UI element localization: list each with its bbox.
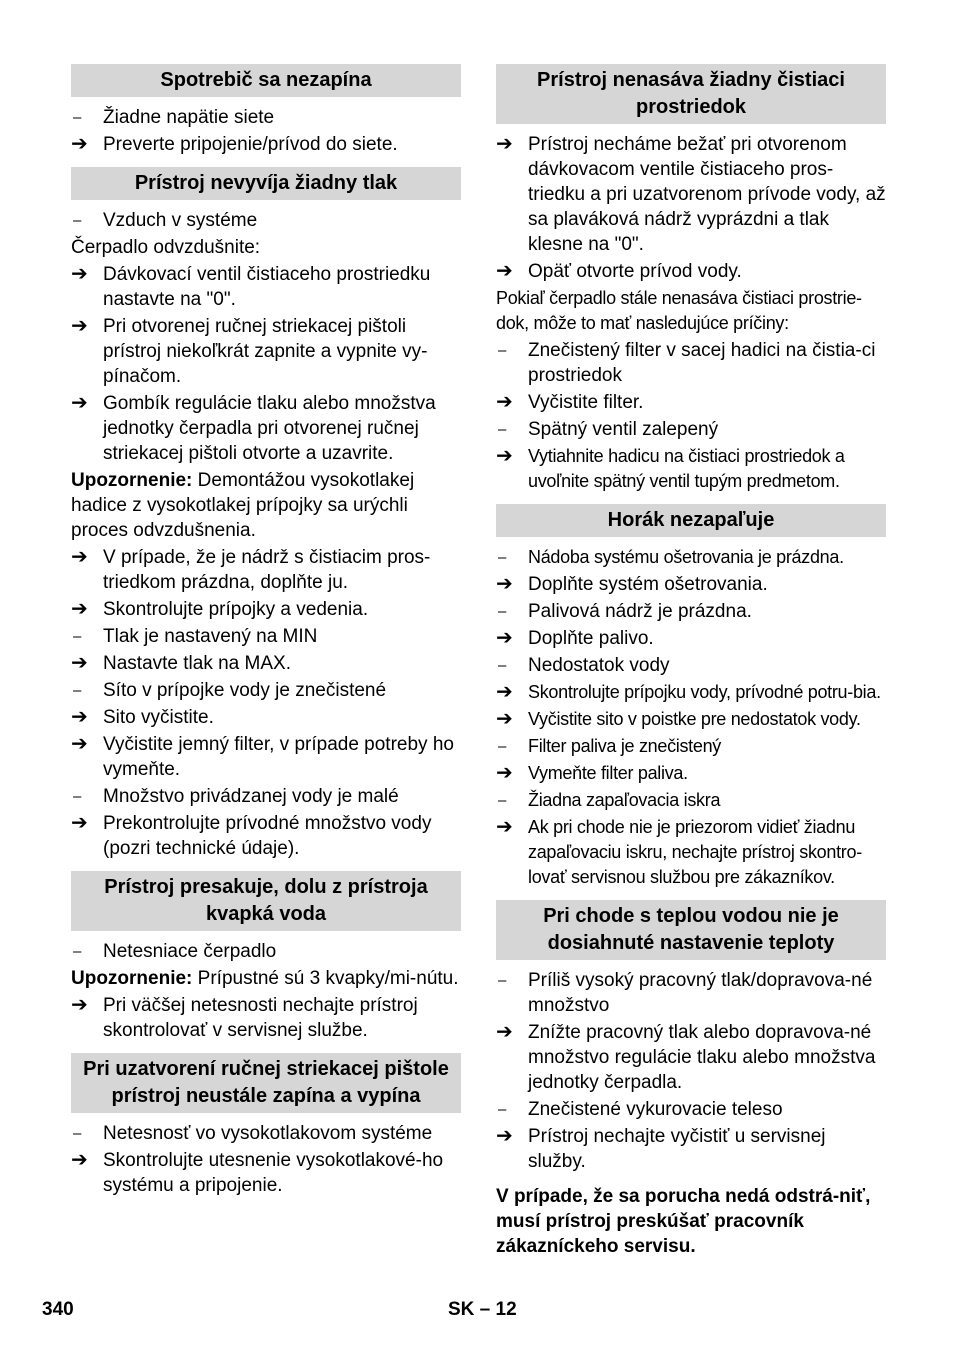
arrow-icon: ➔ <box>496 1125 513 1147</box>
remedy-item: ➔ Znížte pracovný tlak alebo dopravova-né množstvo regulácie tlaku alebo množstva jednotky čerpadla. <box>496 1021 876 1093</box>
dash-marker: – <box>73 109 82 126</box>
right-column <box>496 64 886 1261</box>
arrow-icon: ➔ <box>71 652 88 674</box>
remedy-item: ➔ Vytiahnite hadicu na čistiaci prostriedok a uvoľnite spätný ventil tupým predmetom. <box>496 445 845 491</box>
note-label: Upozornenie: <box>71 968 193 989</box>
cause-item: – Žiadne napätie siete <box>73 107 275 128</box>
arrow-icon: ➔ <box>496 391 513 413</box>
dash-marker: – <box>498 603 507 620</box>
note-paragraph: Upozornenie: Prípustné sú 3 kvapky/mi-nútu. <box>71 968 459 989</box>
cause-item: – Množstvo privádzanej vody je malé <box>73 786 399 807</box>
remedy-item: ➔ Prístroj necháme bežať pri otvorenom dávkovacom ventile čistiaceho pros-triedku a pri uzatvorenom prívode vody, až sa plaváková nádrž vyprázdni a tlak klesne na "0". <box>496 133 886 255</box>
section-heading: Horák nezapaľuje <box>496 504 886 537</box>
dash-marker: – <box>498 549 507 566</box>
remedy-item: ➔ Nastavte tlak na MAX. <box>71 652 291 674</box>
dash-marker: – <box>73 682 82 699</box>
cause-item: – Nedostatok vody <box>498 655 670 676</box>
section-heading: Prístroj nenasáva žiadny čistiaci prostriedok <box>496 64 886 124</box>
arrow-icon: ➔ <box>496 573 513 595</box>
remedy-item: ➔ V prípade, že je nádrž s čistiacim pros-triedkom prázdna, doplňte ju. <box>71 546 431 593</box>
dash-marker: – <box>498 972 507 989</box>
arrow-icon: ➔ <box>71 733 88 755</box>
arrow-icon: ➔ <box>496 1021 513 1043</box>
cause-item: – Tlak je nastavený na MIN <box>73 626 318 647</box>
dash-marker: – <box>498 421 507 438</box>
arrow-icon: ➔ <box>496 762 513 784</box>
arrow-icon: ➔ <box>71 315 88 337</box>
remedy-item: ➔ Skontrolujte prípojku vody, prívodné potru-bia. <box>496 681 881 703</box>
arrow-icon: ➔ <box>71 994 88 1016</box>
cause-item: – Žiadna zapaľovacia iskra <box>496 788 886 813</box>
language-page-label: SK – 12 <box>448 1299 517 1320</box>
arrow-icon: ➔ <box>71 706 88 728</box>
remedy-item: ➔ Sito vyčistite. <box>71 706 214 728</box>
page-number: 340 <box>42 1299 74 1320</box>
section-heading: Pri chode s teplou vodou nie je dosiahnuté nastavenie teploty <box>496 900 886 960</box>
remedy-item: ➔ Dávkovací ventil čistiaceho prostriedku nastavte na "0". <box>71 263 431 310</box>
cause-item: – Nádoba systému ošetrovania je prázdna. <box>496 545 886 570</box>
paragraph: Čerpadlo odvzdušnite: <box>71 237 261 258</box>
arrow-icon: ➔ <box>71 1149 88 1171</box>
cause-item: – Palivová nádrž je prázdna. <box>498 601 752 622</box>
section-heading: Spotrebič sa nezapína <box>71 64 461 97</box>
arrow-icon: ➔ <box>71 392 88 414</box>
remedy-item: ➔ Skontrolujte utesnenie vysokotlakové-ho systému a pripojenie. <box>71 1149 444 1196</box>
remedy-item: ➔ Pri otvorenej ručnej striekacej pištoli prístroj niekoľkrát zapnite a vypnite vy-pínačom. <box>71 315 428 387</box>
remedy-item: ➔ Skontrolujte prípojky a vedenia. <box>71 598 369 620</box>
arrow-icon: ➔ <box>496 627 513 649</box>
arrow-icon: ➔ <box>496 681 513 703</box>
service-notice: V prípade, že sa porucha nedá odstrá-niť, musí prístroj preskúšať pracovník zákazníckeho servisu. <box>496 1186 871 1257</box>
dash-marker: – <box>73 628 82 645</box>
remedy-item: ➔ Doplňte palivo. <box>496 627 654 649</box>
arrow-icon: ➔ <box>71 598 88 620</box>
remedy-item: ➔ Pri väčšej netesnosti nechajte prístroj skontrolovať v servisnej službe. <box>71 994 418 1041</box>
cause-item: – Vzduch v systéme <box>73 210 258 231</box>
remedy-item: ➔ Ak pri chode nie je priezorom vidieť žiadnu zapaľovaciu iskru, nechajte prístroj skontro-lovať servisnou službou pre zákazníkov. <box>496 816 862 887</box>
remedy-item: ➔ Prístroj nechajte vyčistiť u servisnej služby. <box>496 1125 826 1172</box>
remedy-item: ➔ Vyčistite sito v poistke pre nedostatok vody. <box>496 708 861 730</box>
dash-marker: – <box>73 212 82 229</box>
remedy-item: ➔ Gombík regulácie tlaku alebo množstva jednotky čerpadla pri otvorenej ručnej striekacej pištoli otvorte a uzavrite. <box>71 392 436 464</box>
cause-item: – Netesnosť vo vysokotlakovom systéme <box>73 1123 433 1144</box>
left-column <box>71 64 461 1200</box>
dash-marker: – <box>498 738 507 755</box>
remedy-item: ➔ Vyčistite filter. <box>496 391 644 413</box>
dash-marker: – <box>498 1101 507 1118</box>
note-label: Upozornenie: <box>71 470 193 491</box>
dash-marker: – <box>73 788 82 805</box>
arrow-icon: ➔ <box>71 133 88 155</box>
remedy-item: ➔ Preverte pripojenie/prívod do siete. <box>71 133 398 155</box>
dash-marker: – <box>498 342 507 359</box>
cause-item: – Síto v prípojke vody je znečistené <box>73 680 387 701</box>
dash-marker: – <box>73 943 82 960</box>
remedy-item: ➔ Opäť otvorte prívod vody. <box>496 260 742 282</box>
remedy-item: ➔ Vymeňte filter paliva. <box>496 762 688 784</box>
paragraph: Pokiaľ čerpadlo stále nenasáva čistiaci prostrie-dok, môže to mať nasledujúce príčiny: <box>496 288 862 333</box>
cause-item: – Spätný ventil zalepený <box>498 419 719 440</box>
section-heading: Pri uzatvorení ručnej striekacej pištole prístroj neustále zapína a vypína <box>71 1053 461 1113</box>
cause-item: – Znečistený filter v sacej hadici na čistia-ci prostriedok <box>498 340 876 386</box>
arrow-icon: ➔ <box>496 133 513 155</box>
remedy-item: ➔ Vyčistite jemný filter, v prípade potreby ho vymeňte. <box>71 733 454 780</box>
arrow-icon: ➔ <box>71 546 88 568</box>
cause-item: – Netesniace čerpadlo <box>73 941 277 962</box>
arrow-icon: ➔ <box>496 260 513 282</box>
dash-marker: – <box>498 657 507 674</box>
section-heading: Prístroj nevyvíja žiadny tlak <box>71 167 461 200</box>
section-heading: Prístroj presakuje, dolu z prístroja kvapká voda <box>71 871 461 931</box>
arrow-icon: ➔ <box>496 445 513 467</box>
cause-item: – Filter paliva je znečistený <box>496 734 886 759</box>
remedy-item: ➔ Prekontrolujte prívodné množstvo vody (pozri technické údaje). <box>71 812 432 859</box>
arrow-icon: ➔ <box>71 263 88 285</box>
remedy-item: ➔ Doplňte systém ošetrovania. <box>496 573 768 595</box>
cause-item: – Príliš vysoký pracovný tlak/dopravova-né množstvo <box>498 970 873 1016</box>
dash-marker: – <box>73 1125 82 1142</box>
note-paragraph: Upozornenie: Demontážou vysokotlakej hadice z vysokotlakej prípojky sa urýchli proces odvzdušnenia. <box>71 470 415 541</box>
dash-marker: – <box>498 792 507 809</box>
arrow-icon: ➔ <box>496 816 513 838</box>
arrow-icon: ➔ <box>71 812 88 834</box>
cause-item: – Znečistené vykurovacie teleso <box>498 1099 783 1120</box>
arrow-icon: ➔ <box>496 708 513 730</box>
